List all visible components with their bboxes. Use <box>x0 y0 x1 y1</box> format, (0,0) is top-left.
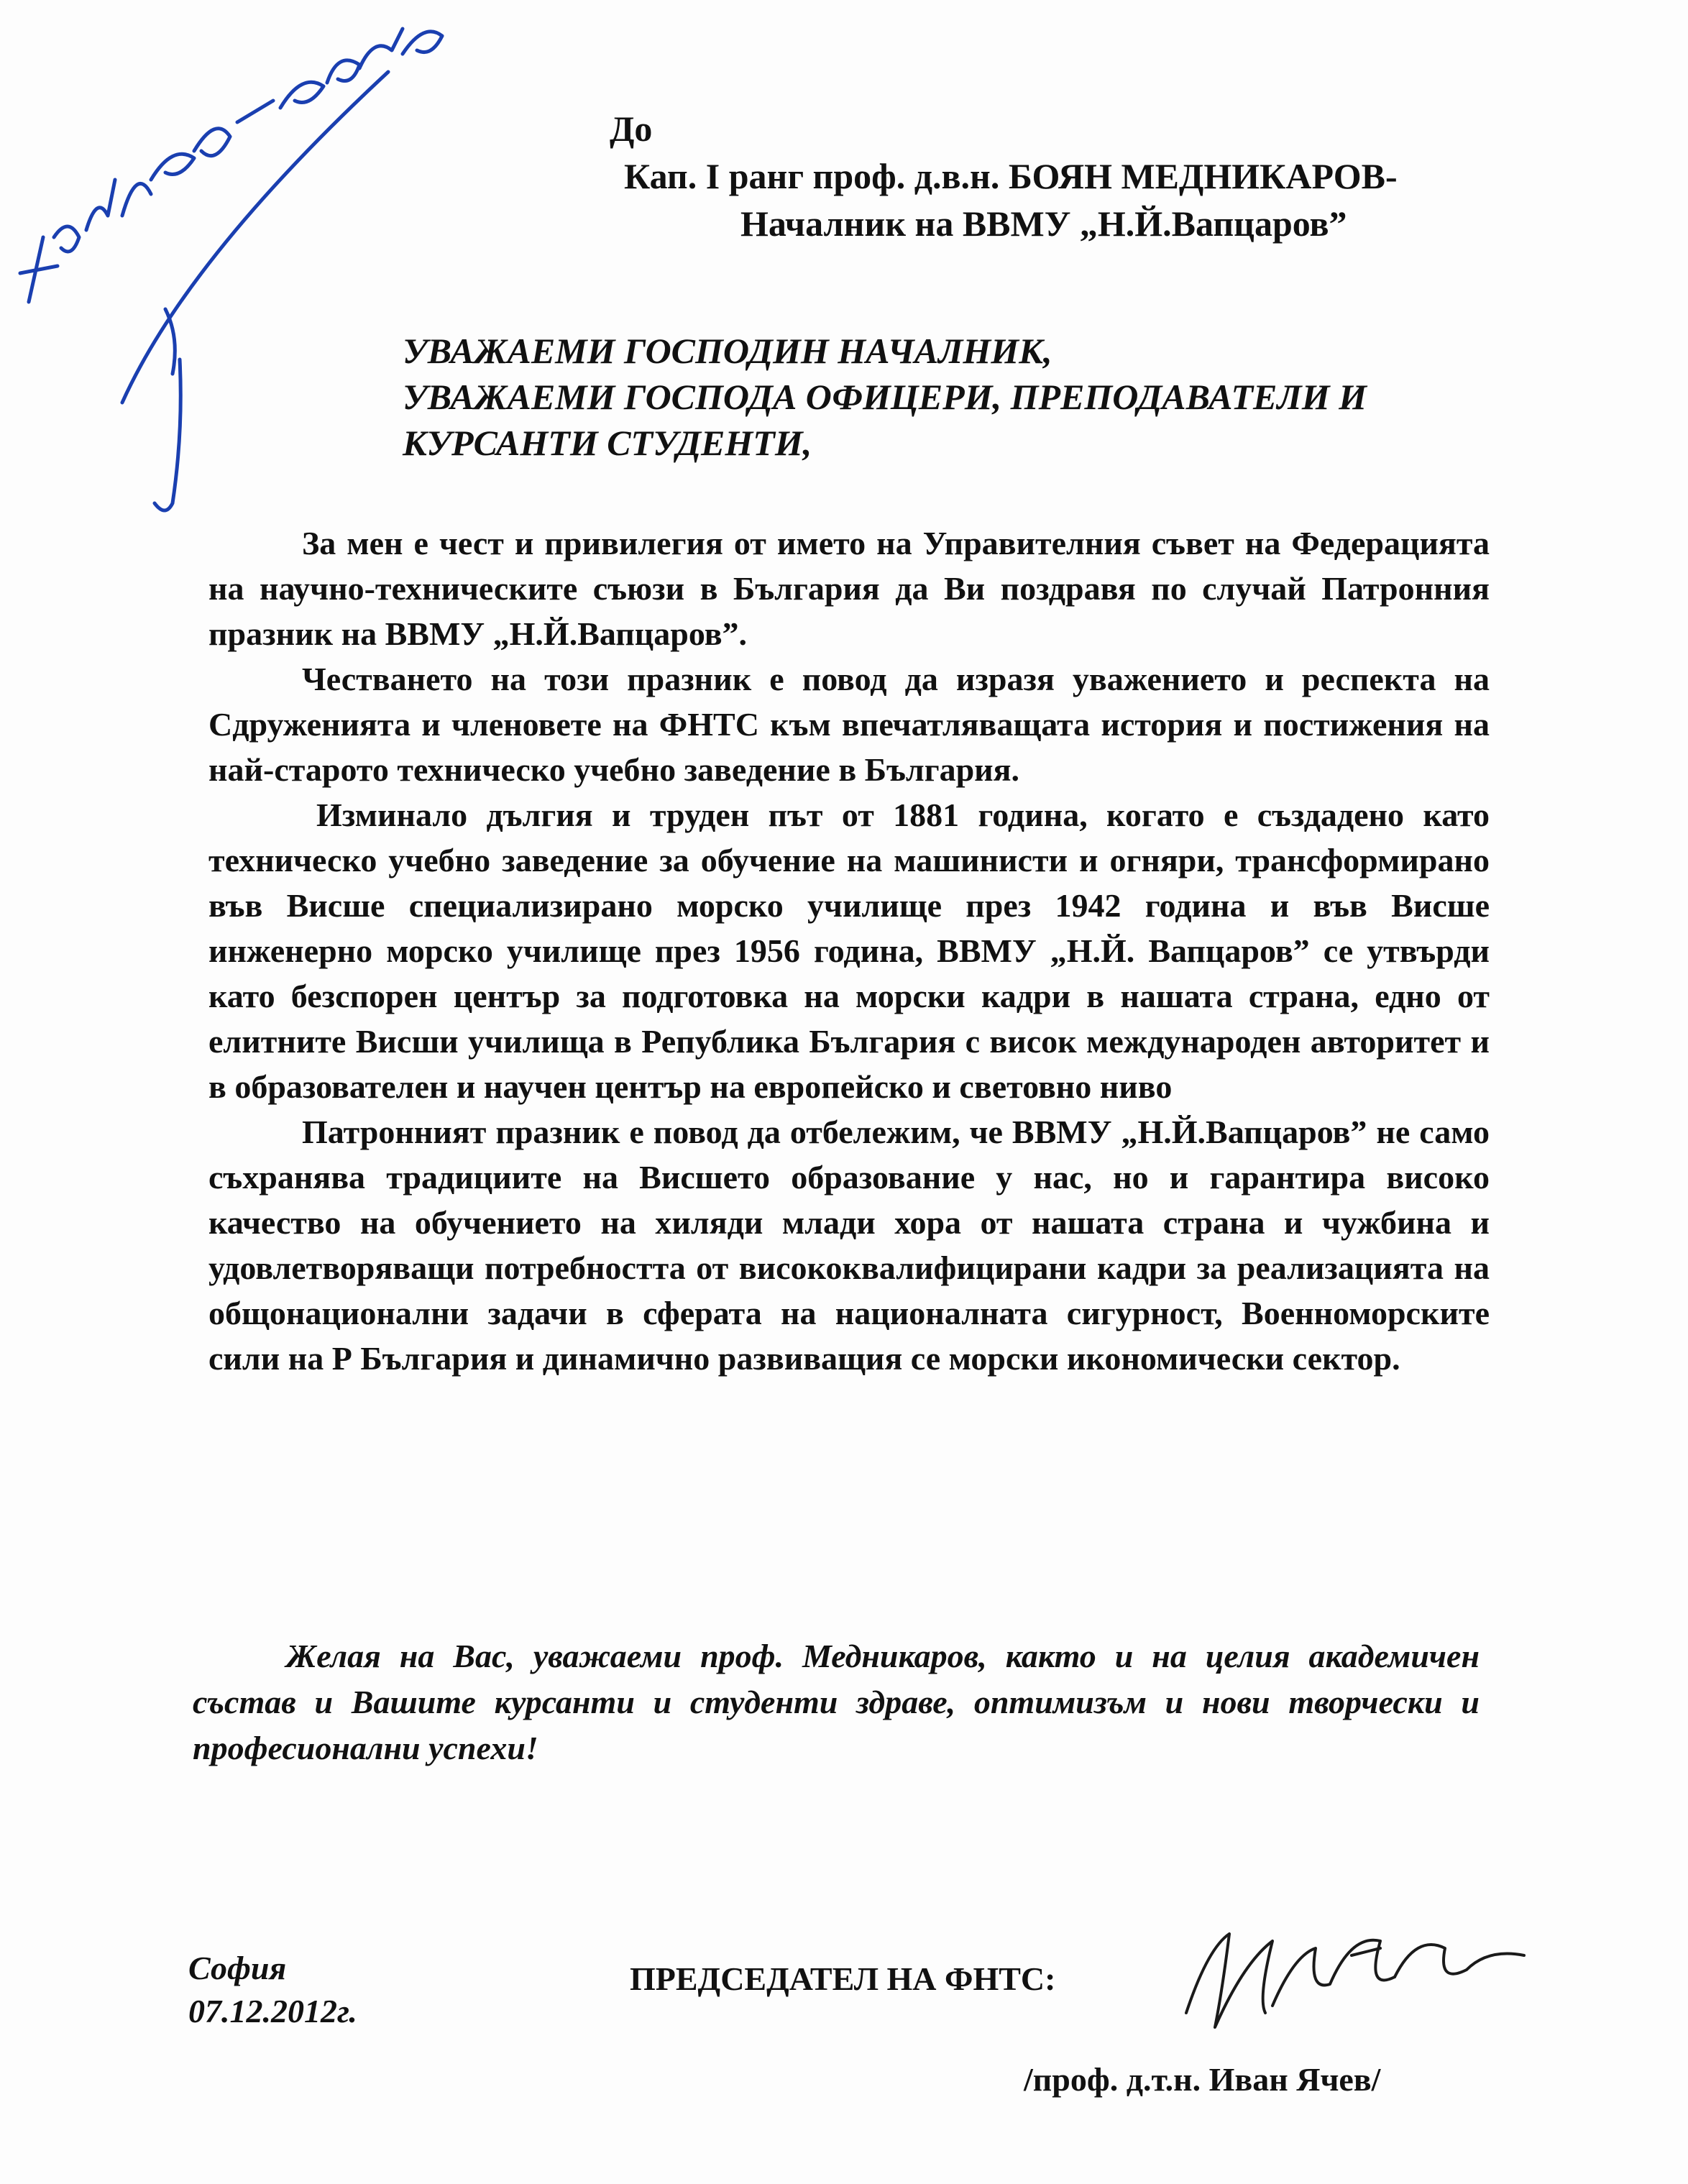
body-paragraph: Честването на този празник е повод да изразя уважението и респекта на Сдруженията и членовете на ФНТС към впечатляващата история и постижения на най-старото техническо учебно заведение в България. <box>208 661 1490 788</box>
salutation-line: УВАЖАЕМИ ГОСПОДА ОФИЦЕРИ, ПРЕПОДАВАТЕЛИ И <box>403 377 1367 417</box>
date: 07.12.2012г. <box>188 1993 357 2029</box>
body-paragraph: Изминало дългия и труден път от 1881 година, когато е създадено като техническо учебно заведение за обучение на машинисти и огняри, трансформирано във Висше специализирано морско училище през 1942 година и във Висше инженерно морско училище през 1956 година, ВВМУ „Н.Й. Вапцаров” се утвърди като безспорен център за подготовка на морски кадри в нашата страна, едно от елитните Висши училища в Република България с висок международен авторитет и в образователен и научен център на европейско и световно ниво <box>208 797 1490 1105</box>
salutation-line: УВАЖАЕМИ ГОСПОДИН НАЧАЛНИК, <box>403 331 1052 371</box>
place-date <box>188 1947 357 2033</box>
signer-name: /проф. д.т.н. Иван Ячев/ <box>1024 2061 1381 2098</box>
letter-body <box>208 520 1490 1381</box>
chair-label: ПРЕДСЕДАТЕЛ НА ФНТС: <box>630 1960 1056 1997</box>
body-paragraph: Патронният празник е повод да отбележим, че ВВМУ „Н.Й.Вапцаров” не само съхранява традициите на Висшето образование у нас, но и гарантира високо качество на обучението на хиляди млади хора от нашата страна и чужбина и удовлетворяващи потребността от висококвалифицирани кадри за реализацията на общонационални задачи в сферата на националната сигурност, Военноморските сили на Р България и динамично развиващия се морски икономически сектор. <box>208 1114 1490 1377</box>
handwritten-signature <box>1165 1905 1538 2049</box>
addressee-position: Началник на ВВМУ „Н.Й.Вапцаров” <box>740 203 1347 244</box>
salutation-line: КУРСАНТИ СТУДЕНТИ, <box>403 423 812 463</box>
closing-wishes: Желая на Вас, уважаеми проф. Медникаров, както и на целия академичен състав и Вашите курсанти и студенти здраве, оптимизъм и нови творчески и професионални успехи! <box>193 1638 1480 1766</box>
addressee-name: Кап. I ранг проф. д.в.н. БОЯН МЕДНИКАРОВ- <box>624 156 1398 196</box>
salutation <box>403 328 1524 466</box>
place: София <box>188 1950 287 1986</box>
body-paragraph: За мен е чест и привилегия от името на Управителния съвет на Федерацията на научно-техническите съюзи в България да Ви поздравя по случай Патронния празник на ВВМУ „Н.Й.Вапцаров”. <box>208 525 1490 652</box>
to-label: До <box>610 109 653 149</box>
